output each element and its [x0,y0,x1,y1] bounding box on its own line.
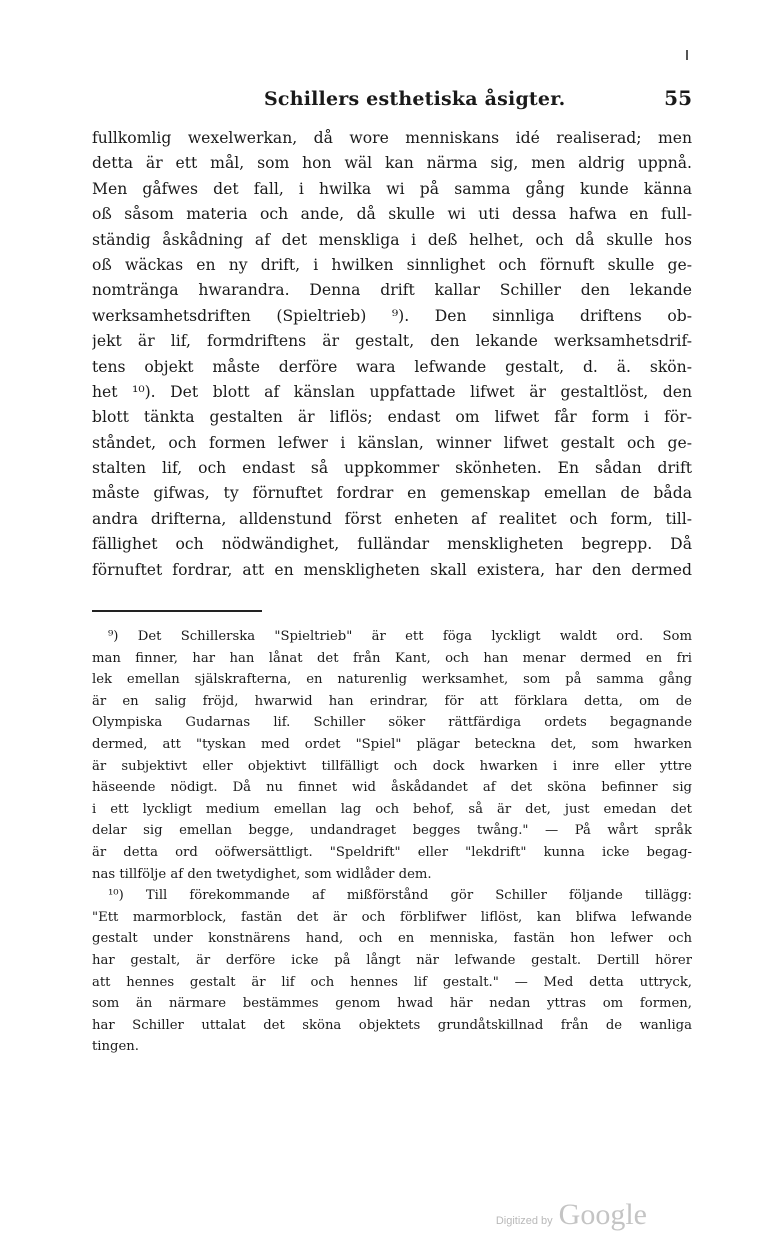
text-line: stalten lif, och endast så uppkommer skönheten. En sådan drift [92,459,692,478]
footnote-10-line: gestalt under konstnärens hand, och en menniska, fastän hon lefwer och [92,931,692,947]
text-line: fällighet och nödwändighet, fulländar menskligheten begrepp. Då [92,535,692,554]
footnote-9-line: dermed, att "tyskan med ordet "Spiel" plägar beteckna det, som hwarken [92,736,692,752]
footnote-10-line: "Ett marmorblock, fastän det är och förblifwer liflöst, kan blifwa lefwande [92,909,692,925]
digitization-watermark [496,1198,647,1232]
text-line: oß wäckas en ny drift, i hwilken sinnlighet och förnuft skulle ge- [92,255,692,274]
text-line: andra drifterna, alldenstund först enheten af realitet och form, till- [92,509,692,528]
footnote-10-line: att hennes gestalt är lif och hennes lif gestalt." — Med detta uttryck, [92,974,692,990]
text-line: werksamhetsdriften (Spieltrieb) ⁹). Den sinnliga driftens ob- [92,306,692,325]
google-logo: Google [558,1198,647,1231]
text-line: ståndet, och formen lefwer i känslan, winner lifwet gestalt och ge- [92,433,692,452]
footnote-9-line: är en salig fröjd, hwarwid han erindrar, för att förklara detta, om de [92,693,692,709]
text-line: jekt är lif, formdriftens är gestalt, den lekande werksamhetsdrif- [92,332,692,351]
footnote-9-line: Olympiska Gudarnas lif. Schiller söker rättfärdiga ordets begagnande [92,715,692,731]
margin-mark [686,50,688,60]
footnote-9-line: är subjektivt eller objektivt tillfälligt och dock hwarken i inre eller yttre [92,758,692,774]
text-line: blott tänkta gestalten är liflös; endast om lifwet får form i för- [92,408,692,427]
text-line: förnuftet fordrar, att en menskligheten skall existera, har den dermed [92,560,692,579]
footnote-10-line: ¹⁰) Till förekommande af mißförstånd gör Schiller följande tillägg: [108,888,692,904]
main-text [92,126,692,583]
text-line: fullkomlig wexelwerkan, då wore menniskans idé realiserad; men [92,129,692,147]
page-number: 55 [664,86,692,110]
watermark-prefix: Digitized by [495,1215,553,1227]
footnote-9-line: ⁹) Det Schillerska "Spieltrieb" är ett föga lyckligt waldt ord. Som [108,629,692,644]
footnote-divider [92,610,262,612]
footnote-10-line: har gestalt, är derföre icke på långt när lefwande gestalt. Dertill hörer [92,952,692,968]
footnote-9-line: är detta ord oöfwersättligt. "Speldrift" eller "lekdrift" kunna icke begag- [92,844,692,860]
text-line: het ¹⁰). Det blott af känslan uppfattade lifwet är gestaltlöst, den [92,382,692,401]
running-title: Schillers esthetiska åsigter. [264,88,566,110]
footnote-10-line: tingen. [92,1039,139,1055]
footnote-9-line: delar sig emellan begge, undandraget begges twång." — På wårt språk [92,823,692,839]
footnote-9-line: nas tillfölje af den twetydighet, som widlåder dem. [92,866,432,882]
text-line: detta är ett mål, som hon wäl kan närma sig, men aldrig uppnå. [92,154,692,173]
footnote-9-line: i ett lyckligt medium emellan lag och behof, så är det, just emedan det [92,801,692,817]
footnote-10-line: som än närmare bestämmes genom hwad här nedan yttras om formen, [92,996,692,1012]
page-header [92,86,692,120]
footnote-9-line: lek emellan själskrafterna, en naturenlig werksamhet, som på samma gång [92,672,692,688]
footnotes [92,626,692,1058]
text-line: oß såsom materia och ande, då skulle wi uti dessa hafwa en full- [92,205,692,224]
text-line: måste gifwas, ty förnuftet fordrar en gemenskap emellan de båda [92,484,692,503]
text-line: ständig åskådning af det menskliga i deß helhet, och då skulle hos [92,230,692,249]
text-line: nomtränga hwarandra. Denna drift kallar Schiller den lekande [92,281,692,300]
text-line: Men gåfwes det fall, i hwilka wi på samma gång kunde känna [92,179,692,198]
text-line: tens objekt måste derföre wara lefwande gestalt, d. ä. skön- [92,357,692,376]
footnote-10-line: har Schiller uttalat det sköna objektets grundåtskillnad från de wanliga [92,1017,692,1033]
footnote-9-line: man finner, har han lånat det från Kant, och han menar dermed en fri [92,650,692,666]
footnote-9-line: häseende nödigt. Då nu finnet wid åskådandet af det sköna befinner sig [92,780,692,796]
